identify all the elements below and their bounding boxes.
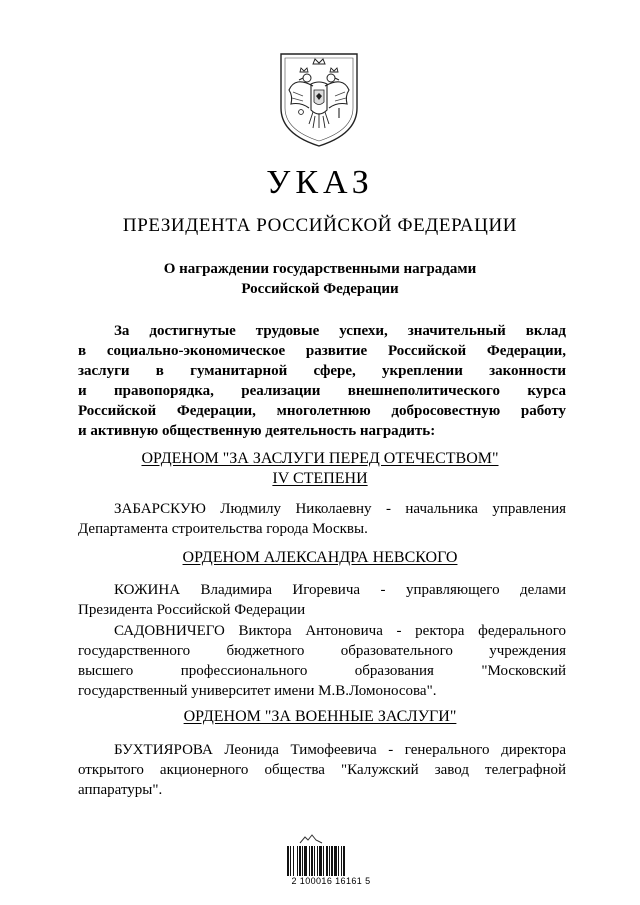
barcode-bar	[293, 846, 294, 876]
award-recipient-entry	[78, 621, 566, 701]
barcode-bar	[311, 846, 313, 876]
recipient-line: государственного бюджетного образовательного учреждения	[78, 643, 566, 659]
document-title: УКАЗ	[266, 164, 374, 201]
preamble-line: в социально-экономическое развитие Российской Федерации,	[78, 343, 566, 359]
order-title-line: ОРДЕНОМ "ЗА ЗАСЛУГИ ПЕРЕД ОТЕЧЕСТВОМ"	[141, 450, 499, 467]
scanner-mark-icon	[299, 834, 323, 844]
barcode-bar	[329, 846, 330, 876]
barcode-bar	[309, 846, 310, 876]
recipient-line: САДОВНИЧЕГО Виктора Антоновича - ректора федерального	[114, 623, 566, 639]
recipient-line: высшего профессионального образования "Московский	[78, 663, 566, 679]
barcode-bar	[302, 846, 303, 876]
order-heading-alexander-nevsky	[0, 548, 640, 568]
coat-of-arms-icon	[275, 50, 363, 148]
preamble-line: За достигнутые трудовые успехи, значительный вклад	[114, 323, 566, 339]
document-heading	[0, 259, 640, 299]
preamble-paragraph	[78, 321, 566, 441]
barcode-bar	[323, 846, 324, 876]
preamble-line: Российской Федерации, многолетнюю добросовестную работу	[78, 403, 566, 419]
order-title-line: IV СТЕПЕНИ	[272, 470, 368, 487]
order-title-line: ОРДЕНОМ АЛЕКСАНДРА НЕВСКОГО	[182, 549, 458, 566]
barcode-bar	[319, 846, 322, 876]
award-recipient-entry	[78, 499, 566, 539]
barcode-bar	[334, 846, 337, 876]
barcode-bar	[314, 846, 315, 876]
barcode-bar	[343, 846, 345, 876]
heading-line: Российской Федерации	[241, 281, 399, 297]
document-subtitle: ПРЕЗИДЕНТА РОССИЙСКОЙ ФЕДЕРАЦИИ	[122, 215, 518, 236]
barcode-bar	[304, 846, 307, 876]
preamble-line: заслуги в гуманитарной сфере, укреплении законности	[78, 363, 566, 379]
barcode-bar	[338, 846, 339, 876]
barcode-number: 2 100016 16161 5	[291, 876, 371, 886]
preamble-line: и активную общественную деятельность наградить:	[78, 423, 436, 439]
order-heading-military-merit	[0, 707, 640, 727]
award-recipient-entry	[78, 740, 566, 800]
barcode-bar	[287, 846, 289, 876]
preamble-line: и правопорядка, реализации внешнеполитического курса	[78, 383, 566, 399]
barcode-bar	[331, 846, 333, 876]
order-title-line: ОРДЕНОМ "ЗА ВОЕННЫЕ ЗАСЛУГИ"	[183, 708, 457, 725]
recipient-line: ЗАБАРСКУЮ Людмилу Николаевну - начальника управления	[114, 501, 566, 517]
recipient-line: аппаратуры".	[78, 782, 163, 798]
recipient-line: Департамента строительства города Москвы.	[78, 521, 368, 537]
recipient-line: Президента Российской Федерации	[78, 602, 306, 618]
barcode-bar	[299, 846, 301, 876]
barcode-bar	[290, 846, 291, 876]
recipient-line: открытого акционерного общества "Калужский завод телеграфной	[78, 762, 566, 778]
recipient-line: БУХТИЯРОВА Леонида Тимофеевича - генерального директора	[114, 742, 566, 758]
heading-line: О награждении государственными наградами	[163, 261, 477, 277]
order-heading-merit-fatherland	[0, 449, 640, 489]
barcode-bar	[297, 846, 298, 876]
recipient-line: государственный университет имени М.В.Ломоносова".	[78, 683, 437, 699]
recipient-line: КОЖИНА Владимира Игоревича - управляющего делами	[114, 582, 566, 598]
barcode-bar	[317, 846, 318, 876]
barcode-icon	[286, 846, 372, 876]
award-recipient-entry	[78, 580, 566, 620]
barcode-bar	[326, 846, 328, 876]
barcode-bar	[341, 846, 342, 876]
